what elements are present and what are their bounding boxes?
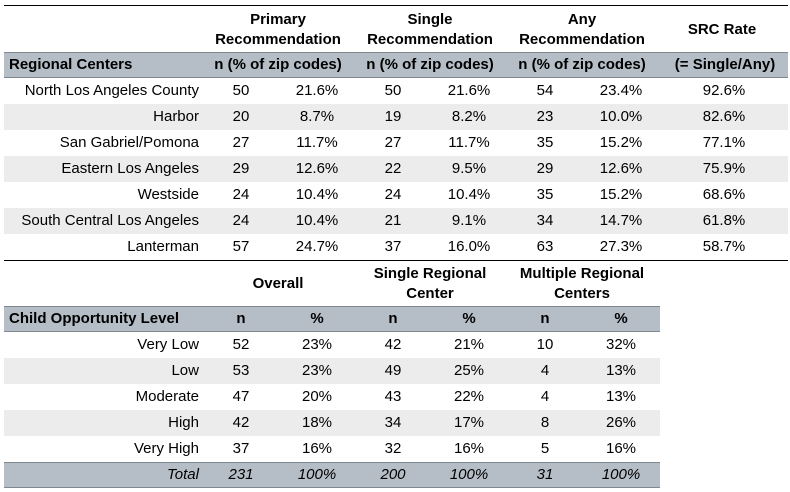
table1-cell: 50 bbox=[232, 82, 250, 99]
table2-row-name: Low bbox=[171, 362, 199, 379]
table1-cell: 24 bbox=[232, 212, 250, 229]
table1-cell: 8.2% bbox=[451, 108, 487, 125]
table1-cell: 50 bbox=[384, 82, 402, 99]
table1-header-any-line1: Any bbox=[567, 11, 597, 28]
table2-cell: 23% bbox=[301, 336, 333, 353]
table2-subheader-label: Child Opportunity Level bbox=[9, 310, 180, 327]
table2-cell: 5 bbox=[540, 440, 550, 457]
table1-header-single-line2: Recommendation bbox=[367, 31, 493, 48]
table1-row-name: South Central Los Angeles bbox=[21, 212, 199, 229]
table1-header-any-line2: Recommendation bbox=[519, 31, 645, 48]
table1-cell: 61.8% bbox=[702, 212, 746, 229]
table2-header-multiple-line1: Multiple Regional bbox=[519, 265, 645, 282]
table2-subheader-n: n bbox=[236, 310, 246, 327]
table1-cell: 21.6% bbox=[447, 82, 491, 99]
table1-cell: 9.5% bbox=[451, 160, 487, 177]
table2-cell: 53 bbox=[232, 362, 250, 379]
table1-cell: 10.4% bbox=[295, 212, 339, 229]
table2-cell: 43 bbox=[384, 388, 402, 405]
table2-header-single-line2: Center bbox=[406, 285, 454, 302]
table2-header-single-line1: Single Regional bbox=[373, 265, 487, 282]
table2-cell: 23% bbox=[301, 362, 333, 379]
table1-cell: 19 bbox=[384, 108, 402, 125]
table2-subheader-n: n bbox=[388, 310, 398, 327]
table1-subheader-any: n (% of zip codes) bbox=[518, 56, 646, 73]
table2-cell: 10 bbox=[536, 336, 554, 353]
table2-subheader-n: n bbox=[540, 310, 550, 327]
table2-total-cell: 231 bbox=[228, 466, 254, 483]
table1-cell: 27.3% bbox=[599, 238, 643, 255]
table1-subheader-label: Regional Centers bbox=[9, 56, 133, 73]
table1-cell: 11.7% bbox=[448, 134, 490, 151]
table2-cell: 16% bbox=[301, 440, 333, 457]
table2-cell: 16% bbox=[605, 440, 637, 457]
table2-cell: 34 bbox=[384, 414, 402, 431]
table2-row-name: Moderate bbox=[135, 388, 199, 405]
table1-cell: 23 bbox=[536, 108, 554, 125]
table2-cell: 42 bbox=[384, 336, 402, 353]
table1-cell: 29 bbox=[232, 160, 250, 177]
table2-cell: 8 bbox=[540, 414, 550, 431]
table2-cell: 47 bbox=[232, 388, 250, 405]
table1-cell: 21.6% bbox=[295, 82, 339, 99]
table1-cell: 77.1% bbox=[702, 134, 746, 151]
table2-cell: 20% bbox=[301, 388, 333, 405]
table1-cell: 29 bbox=[536, 160, 554, 177]
table2-header-overall: Overall bbox=[252, 275, 304, 292]
table1-cell: 12.6% bbox=[599, 160, 643, 177]
table1-row-name: Harbor bbox=[153, 108, 199, 125]
table2-row-name: Very Low bbox=[137, 336, 199, 353]
table1-cell: 37 bbox=[384, 238, 402, 255]
table2-cell: 49 bbox=[384, 362, 402, 379]
table1-top-rule bbox=[4, 5, 788, 6]
table2-cell: 18% bbox=[301, 414, 333, 431]
table1-cell: 82.6% bbox=[702, 108, 746, 125]
table2-row-name: High bbox=[168, 414, 199, 431]
table1-cell: 10.4% bbox=[295, 186, 339, 203]
table1-header-single-line1: Single bbox=[407, 11, 453, 28]
table1-row-name: North Los Angeles County bbox=[24, 82, 199, 99]
table1-cell: 23.4% bbox=[599, 82, 643, 99]
table1-cell: 24.7% bbox=[295, 238, 339, 255]
table1-cell: 9.1% bbox=[451, 212, 487, 229]
table1-bottom-rule bbox=[4, 260, 788, 261]
table1-cell: 10.0% bbox=[599, 108, 643, 125]
table2-cell: 21% bbox=[453, 336, 485, 353]
table2-cell: 13% bbox=[605, 362, 637, 379]
table1-subheader-src: (= Single/Any) bbox=[674, 56, 776, 73]
table2-cell: 17% bbox=[453, 414, 485, 431]
table1-cell: 75.9% bbox=[702, 160, 746, 177]
table2-cell: 25% bbox=[453, 362, 485, 379]
table1-cell: 14.7% bbox=[599, 212, 643, 229]
table1-cell: 20 bbox=[232, 108, 250, 125]
table2-total-cell: 100% bbox=[297, 466, 337, 483]
table1-cell: 27 bbox=[384, 134, 402, 151]
table2-cell: 52 bbox=[232, 336, 250, 353]
table1-header-primary-line1: Primary bbox=[250, 11, 306, 28]
table2-cell: 42 bbox=[232, 414, 250, 431]
table1-cell: 63 bbox=[536, 238, 554, 255]
table2-cell: 4 bbox=[540, 362, 550, 379]
table2-cell: 13% bbox=[605, 388, 637, 405]
table1-cell: 68.6% bbox=[702, 186, 746, 203]
table1-cell: 11.7% bbox=[296, 134, 338, 151]
table1-cell: 24 bbox=[384, 186, 402, 203]
table2-cell: 32% bbox=[605, 336, 637, 353]
table2-cell: 22% bbox=[453, 388, 485, 405]
table1-header-src: SRC Rate bbox=[687, 21, 757, 38]
table1-cell: 35 bbox=[536, 186, 554, 203]
table1-row-name: San Gabriel/Pomona bbox=[59, 134, 199, 151]
table1-cell: 15.2% bbox=[599, 186, 643, 203]
table1-cell: 8.7% bbox=[299, 108, 335, 125]
table2-cell: 26% bbox=[605, 414, 637, 431]
table1-cell: 34 bbox=[536, 212, 554, 229]
table1-cell: 54 bbox=[536, 82, 554, 99]
table1-cell: 10.4% bbox=[447, 186, 491, 203]
table2-subheader-pct: % bbox=[310, 310, 324, 327]
table1-cell: 27 bbox=[232, 134, 250, 151]
table2-total-cell: 100% bbox=[449, 466, 489, 483]
table2-total-label: Total bbox=[167, 466, 199, 483]
table1-row-name: Lanterman bbox=[127, 238, 199, 255]
table1-cell: 57 bbox=[232, 238, 250, 255]
table1-header-primary-line2: Recommendation bbox=[215, 31, 341, 48]
table2-total-cell: 200 bbox=[380, 466, 406, 483]
table1-cell: 92.6% bbox=[702, 82, 746, 99]
table1-cell: 12.6% bbox=[295, 160, 339, 177]
table1-cell: 24 bbox=[232, 186, 250, 203]
table1-row-name: Eastern Los Angeles bbox=[61, 160, 199, 177]
table2-total-cell: 100% bbox=[601, 466, 641, 483]
table2-cell: 32 bbox=[384, 440, 402, 457]
table2-subheader-pct: % bbox=[614, 310, 628, 327]
table1-cell: 22 bbox=[384, 160, 402, 177]
table2-row-name: Very High bbox=[133, 440, 199, 457]
table1-cell: 58.7% bbox=[702, 238, 746, 255]
table1-cell: 35 bbox=[536, 134, 554, 151]
table1-subheader-primary: n (% of zip codes) bbox=[214, 56, 342, 73]
table2-cell: 37 bbox=[232, 440, 250, 457]
table2-subheader-pct: % bbox=[462, 310, 476, 327]
table1-row-name: Westside bbox=[137, 186, 199, 203]
table2-cell: 4 bbox=[540, 388, 550, 405]
table2-header-multiple-line2: Centers bbox=[554, 285, 610, 302]
table2-cell: 16% bbox=[453, 440, 485, 457]
table1-cell: 21 bbox=[384, 212, 402, 229]
table1-cell: 15.2% bbox=[599, 134, 643, 151]
table1-cell: 16.0% bbox=[447, 238, 491, 255]
table1-subheader-single: n (% of zip codes) bbox=[366, 56, 494, 73]
table2-total-cell: 31 bbox=[536, 466, 554, 483]
